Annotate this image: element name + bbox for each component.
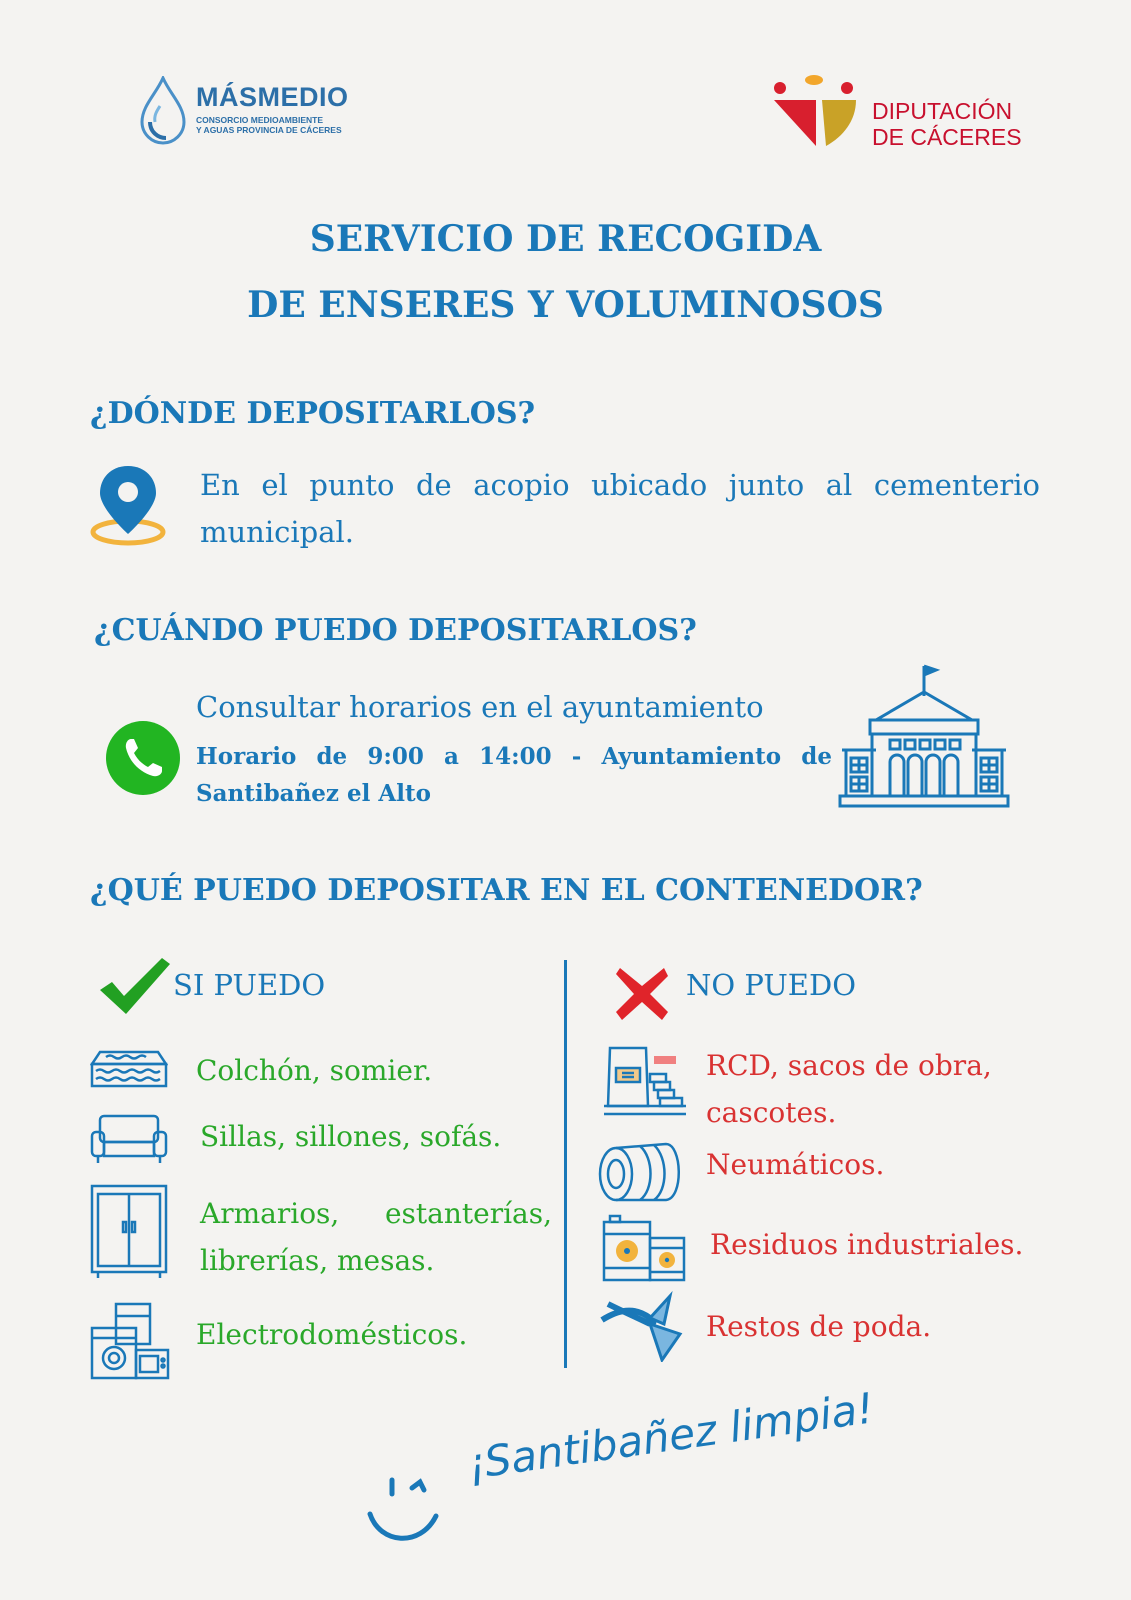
phone-icon (105, 720, 181, 796)
diputacion-line2: DE CÁCERES (872, 124, 1022, 150)
construction-bags-icon (602, 1042, 688, 1122)
checkmark-icon (98, 956, 172, 1018)
when-heading: ¿CUÁNDO PUEDO DEPOSITARLOS? (94, 613, 697, 648)
when-line1: Consultar horarios en el ayuntamiento (196, 690, 764, 724)
main-title-line1: SERVICIO DE RECOGIDA (309, 218, 822, 260)
appliances-icon (90, 1302, 170, 1380)
sofa-icon (90, 1112, 168, 1166)
mattress-icon (90, 1044, 168, 1092)
wardrobe-icon (90, 1184, 168, 1280)
town-hall-icon (838, 662, 1010, 812)
main-title-line2: DE ENSERES Y VOLUMINOSOS (247, 284, 884, 326)
footer-slogan: ¡Santibañez limpia! (464, 1383, 877, 1489)
masmedio-title: MÁSMEDIO (196, 82, 349, 112)
masmedio-subtitle-2: Y AGUAS PROVINCIA DE CÁCERES (196, 125, 342, 135)
pruning-shears-icon (598, 1290, 690, 1362)
masmedio-subtitle-1: CONSORCIO MEDIOAMBIENTE (196, 115, 324, 125)
yes-item-1: Colchón, somier. (196, 1054, 433, 1087)
no-column-label: NO PUEDO (686, 968, 857, 1002)
yes-item-2: Sillas, sillones, sofás. (200, 1120, 502, 1153)
masmedio-logo (136, 76, 376, 146)
what-heading: ¿QUÉ PUEDO DEPOSITAR EN EL CONTENEDOR? (90, 873, 923, 908)
yes-item-4: Electrodomésticos. (196, 1318, 468, 1351)
yes-column-label: SI PUEDO (173, 968, 326, 1002)
industrial-waste-icon (600, 1214, 690, 1284)
yes-item-3: Armarios, estanterías, librerías, mesas. (200, 1197, 552, 1277)
diputacion-line1: DIPUTACIÓN (872, 98, 1013, 124)
tires-icon (596, 1138, 686, 1204)
when-line2: Horario de 9:00 a 14:00 - Ayuntamiento de Santibañez el Alto (196, 743, 832, 807)
where-heading: ¿DÓNDE DEPOSITARLOS? (90, 396, 536, 431)
smiley-wink-icon (362, 1472, 448, 1552)
where-text: En el punto de acopio ubicado junto al cementerio municipal. (200, 468, 1040, 549)
no-item-1: RCD, sacos de obra, cascotes. (706, 1049, 992, 1129)
cross-icon (614, 966, 670, 1022)
no-item-4: Restos de poda. (706, 1310, 932, 1343)
diputacion-emblem-icon (770, 74, 860, 154)
water-drop-icon (136, 76, 190, 146)
column-divider (564, 960, 567, 1368)
diputacion-logo (770, 74, 1030, 154)
no-item-3: Residuos industriales. (710, 1228, 1024, 1261)
no-item-2: Neumáticos. (706, 1148, 885, 1181)
location-pin-icon (88, 462, 168, 552)
